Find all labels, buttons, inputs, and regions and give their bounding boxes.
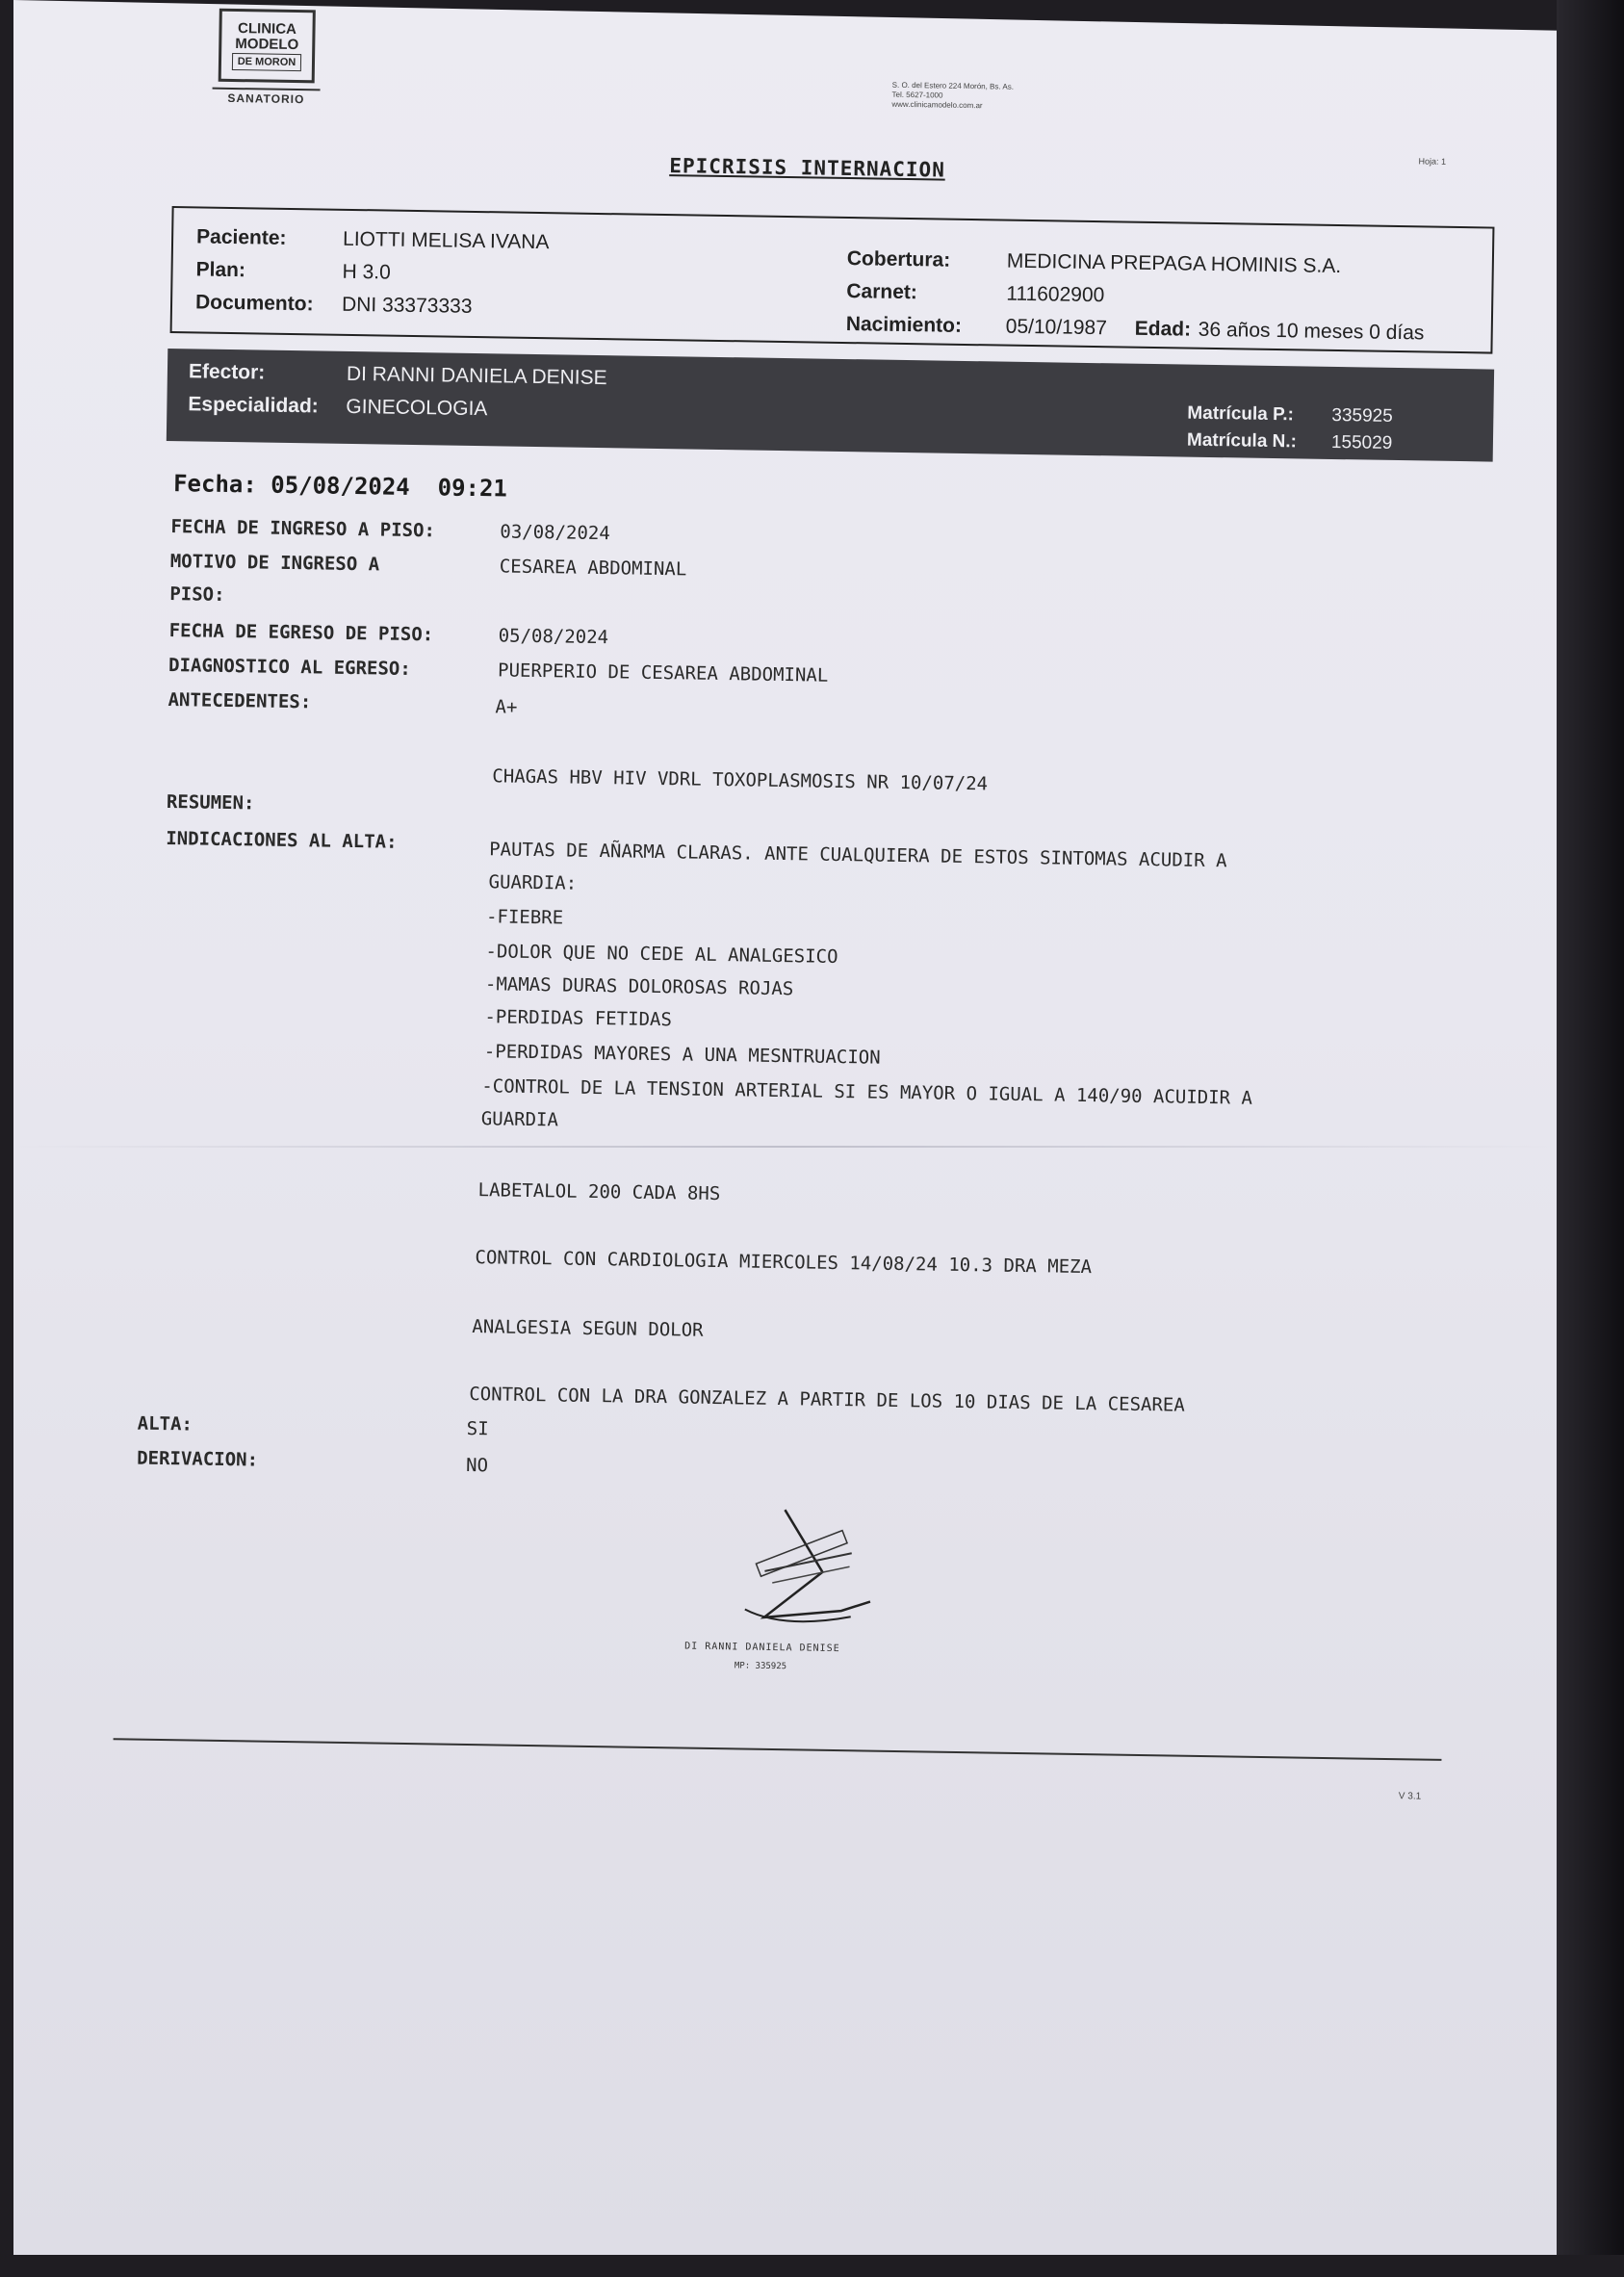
patient-label: Paciente: [195,225,287,249]
nacimiento-value: 05/10/1987 [1005,315,1108,340]
patient-info-box [170,206,1495,354]
matricula-n-label: Matrícula N.: [1186,429,1298,453]
carnet-value: 111602900 [1006,282,1105,307]
indicacion-line: ANALGESIA SEGUN DOLOR [472,1316,704,1341]
address-line-2: Tel. 5627-1000 [891,90,943,100]
egreso-label: FECHA DE EGRESO DE PISO: [168,620,434,646]
fecha-time: 09:21 [437,474,508,503]
indicacion-line: GUARDIA [480,1108,559,1131]
efector-value: DI RANNI DANIELA DENISE [346,362,607,390]
egreso-value: 05/08/2024 [498,625,609,649]
efector-band [167,349,1494,462]
motivo-label: MOTIVO DE INGRESO A [169,551,380,576]
logo-line-1: CLINICA [237,19,297,38]
nacimiento-label: Nacimiento: [845,313,963,337]
indicacion-line: -FIEBRE [485,906,564,929]
signature-mp: MP: 335925 [734,1661,787,1672]
matricula-p-label: Matrícula P.: [1187,402,1295,426]
version-label: V 3.1 [1398,1791,1422,1802]
especialidad-value: GINECOLOGIA [346,395,488,421]
indicacion-line: GUARDIA: [488,871,578,894]
clinic-logo [219,9,316,84]
motivo-value: CESAREA ABDOMINAL [499,556,687,581]
matricula-n-value: 155029 [1330,431,1393,453]
edad-value: 36 años 10 meses 0 días [1198,318,1425,345]
efector-label: Efector: [188,360,266,384]
motivo-label-cont: PISO: [169,583,225,606]
diagnostico-label: DIAGNOSTICO AL EGRESO: [168,655,411,680]
alta-label: ALTA: [137,1412,193,1436]
indicacion-line: -DOLOR QUE NO CEDE AL ANALGESICO [485,941,838,968]
clinic-address [891,81,1084,113]
plan-label: Plan: [195,258,246,282]
cobertura-value: MEDICINA PREPAGA HOMINIS S.A. [1006,249,1342,278]
derivacion-value: NO [465,1454,489,1477]
address-line-3: www.clinicamodelo.com.ar [891,99,983,111]
indicacion-line: -PERDIDAS FETIDAS [484,1006,673,1031]
cobertura-label: Cobertura: [846,247,951,272]
indicacion-line: -MAMAS DURAS DOLOROSAS ROJAS [484,973,794,1000]
indicacion-line: -CONTROL DE LA TENSION ARTERIAL SI ES MAYOR O IGUAL A 140/90 ACUIDIR A [481,1075,1253,1109]
resumen-label: RESUMEN: [166,790,255,815]
indicacion-line: -PERDIDAS MAYORES A UNA MESNTRUACION [483,1041,881,1069]
edad-label: Edad: [1134,317,1192,341]
documento-value: DNI 33373333 [341,293,473,318]
address-line-1: S. O. del Estero 224 Morón, Bs. As. [891,80,1015,91]
indicacion-line: LABETALOL 200 CADA 8HS [477,1179,721,1205]
fecha-date: 05/08/2024 [271,471,410,501]
document-title: EPICRISIS INTERNACION [669,154,946,182]
documento-label: Documento: [194,291,314,316]
ingreso-label: FECHA DE INGRESO A PISO: [170,516,436,542]
signature-stamp [725,1503,900,1641]
diagnostico-value: PUERPERIO DE CESAREA ABDOMINAL [497,660,829,686]
signature-name: DI RANNI DANIELA DENISE [684,1641,840,1655]
antecedentes-label: ANTECEDENTES: [168,689,312,713]
alta-value: SI [466,1417,489,1440]
antecedentes-value-2: CHAGAS HBV HIV VDRL TOXOPLASMOSIS NR 10/07/24 [492,765,989,795]
fecha-line [173,470,507,502]
fecha-label: Fecha: [172,470,258,499]
especialidad-label: Especialidad: [188,393,319,418]
carnet-label: Carnet: [846,280,918,304]
indicacion-line: CONTROL CON LA DRA GONZALEZ A PARTIR DE LOS 10 DIAS DE LA CESAREA [469,1384,1185,1416]
indicaciones-label: INDICACIONES AL ALTA: [166,827,398,853]
derivacion-label: DERIVACION: [137,1447,259,1471]
footer-divider [114,1738,1442,1761]
indicacion-line: CONTROL CON CARDIOLOGIA MIERCOLES 14/08/24 10.3 DRA MEZA [475,1247,1093,1279]
logo-line-2: MODELO [235,35,299,53]
patient-name: LIOTTI MELISA IVANA [342,227,550,254]
antecedentes-value-1: A+ [495,696,518,718]
logo-line-3: DE MORON [232,52,302,70]
ingreso-value: 03/08/2024 [500,521,610,545]
indicacion-line: PAUTAS DE AÑARMA CLARAS. ANTE CUALQUIERA DE ESTOS SINTOMAS ACUDIR A [489,839,1227,872]
matricula-p-value: 335925 [1331,404,1393,427]
plan-value: H 3.0 [342,260,391,284]
logo-subtitle: SANATORIO [212,88,320,107]
page-number: Hoja: 1 [1418,156,1447,167]
